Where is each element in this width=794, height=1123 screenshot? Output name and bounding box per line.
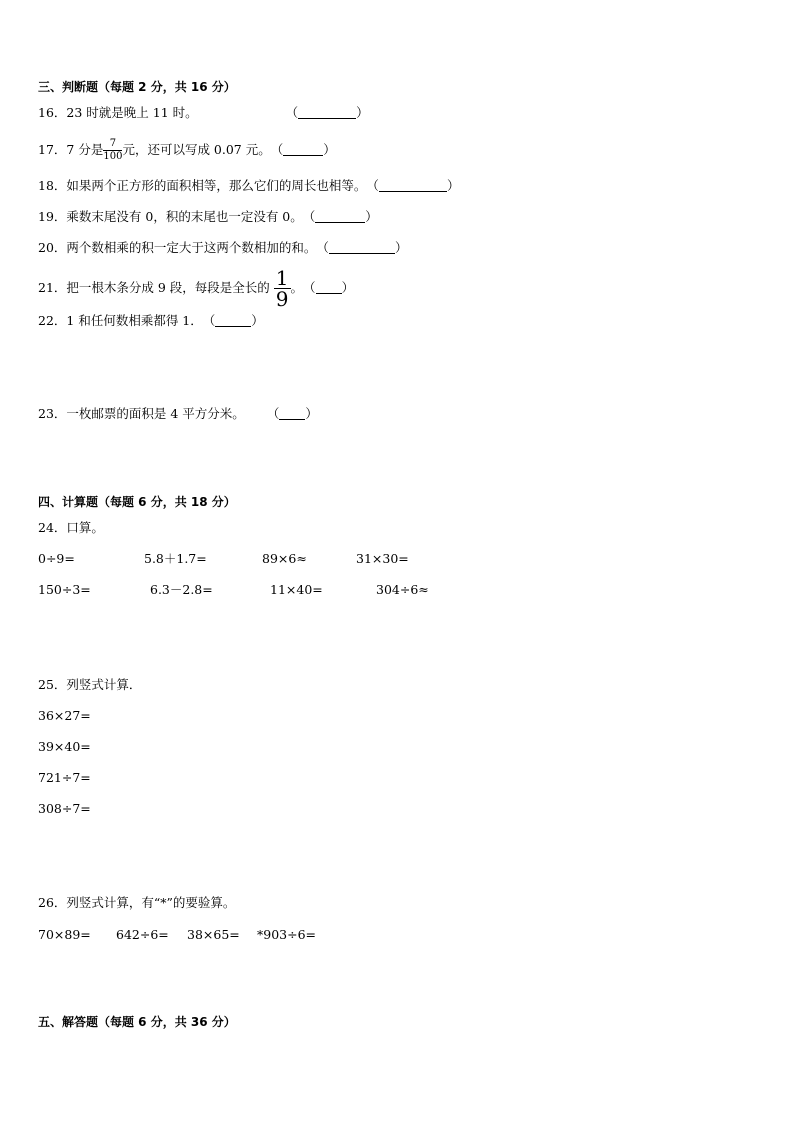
question-20 xyxy=(38,240,407,256)
close-paren: ） xyxy=(356,105,369,120)
close-paren: ） xyxy=(365,209,378,224)
question-16 xyxy=(38,105,369,121)
question-24-title: 24．口算。 xyxy=(38,520,104,535)
question-text: 23．一枚邮票的面积是 4 平方分米。 xyxy=(38,406,245,421)
close-paren: ） xyxy=(341,280,355,295)
close-paren: ） xyxy=(323,142,336,157)
mental-math-item: 5.8＋1.7= xyxy=(144,551,207,566)
answer-blank[interactable] xyxy=(379,179,447,192)
question-text: 18．如果两个正方形的面积相等，那么它们的周长也相等。 xyxy=(38,178,367,193)
answer-blank[interactable] xyxy=(215,314,251,327)
mental-math-item: 0÷9= xyxy=(38,551,75,566)
vertical-calc-item: 70×89= xyxy=(38,927,91,942)
open-paren: （ xyxy=(270,142,284,157)
question-26-title: 26．列竖式计算，有“*”的要验算。 xyxy=(38,895,236,910)
answer-blank[interactable] xyxy=(298,106,356,119)
question-text: 19．乘数末尾没有 0，积的末尾也一定没有 0。 xyxy=(38,209,303,224)
open-paren: （ xyxy=(266,406,280,421)
fraction-numerator: 7 xyxy=(103,139,122,151)
close-paren: ） xyxy=(305,406,318,421)
mental-math-item: 11×40= xyxy=(270,582,323,597)
section-title-calculation: 四、计算题（每题 6 分，共 18 分） xyxy=(38,495,236,509)
answer-blank[interactable] xyxy=(283,143,323,156)
close-paren: ） xyxy=(251,313,264,328)
question-text-prefix: 21．把一根木条分成 9 段，每段是全长的 xyxy=(38,280,270,295)
answer-blank[interactable] xyxy=(315,210,365,223)
section-title-word-problems: 五、解答题（每题 6 分，共 36 分） xyxy=(38,1015,236,1029)
vertical-calc-item: 721÷7= xyxy=(38,770,91,785)
vertical-calc-item: 642÷6= xyxy=(116,927,169,942)
vertical-calc-item: 39×40= xyxy=(38,739,91,754)
answer-blank[interactable] xyxy=(279,407,305,420)
open-paren: （ xyxy=(366,178,379,193)
mental-math-item: 304÷6≈ xyxy=(376,582,429,597)
answer-blank[interactable] xyxy=(316,281,342,294)
question-21 xyxy=(38,268,354,309)
question-text: 22．1 和任何数相乘都得 1． xyxy=(38,313,203,328)
question-text: 16．23 时就是晚上 11 时。 xyxy=(38,105,198,120)
question-23 xyxy=(38,406,318,422)
open-paren: （ xyxy=(285,105,299,120)
fraction-numerator: 1 xyxy=(275,266,289,290)
open-paren: （ xyxy=(302,209,316,224)
mental-math-item: 31×30= xyxy=(356,551,409,566)
question-18 xyxy=(38,178,459,194)
mental-math-item: 150÷3= xyxy=(38,582,91,597)
close-paren: ） xyxy=(394,240,408,255)
question-text: 20．两个数相乘的积一定大于这两个数相加的和。 xyxy=(38,240,317,255)
question-text-prefix: 17．7 分是 xyxy=(38,142,104,157)
question-22 xyxy=(38,313,264,329)
vertical-calc-item: 308÷7= xyxy=(38,801,91,816)
vertical-calc-item: *903÷6= xyxy=(257,927,317,942)
answer-blank[interactable] xyxy=(329,241,395,254)
fraction xyxy=(103,139,122,162)
section-title-judgement: 三、判断题（每题 2 分，共 16 分） xyxy=(38,80,236,94)
open-paren: （ xyxy=(303,280,316,295)
question-19 xyxy=(38,209,378,225)
vertical-calc-item: 36×27= xyxy=(38,708,91,723)
question-17 xyxy=(38,139,336,162)
fraction-denominator: 9 xyxy=(275,287,289,311)
close-paren: ） xyxy=(446,178,460,193)
open-paren: （ xyxy=(316,240,329,255)
question-text-suffix: 元，还可以写成 0.07 元。 xyxy=(122,142,271,157)
question-text-suffix: 。 xyxy=(290,280,304,295)
open-paren: （ xyxy=(202,313,216,328)
fraction xyxy=(274,268,291,309)
mental-math-item: 6.3－2.8= xyxy=(150,582,213,597)
vertical-calc-item: 38×65= xyxy=(187,927,240,942)
mental-math-item: 89×6≈ xyxy=(262,551,307,566)
question-25-title: 25．列竖式计算． xyxy=(38,677,142,692)
fraction-denominator: 100 xyxy=(103,151,123,162)
